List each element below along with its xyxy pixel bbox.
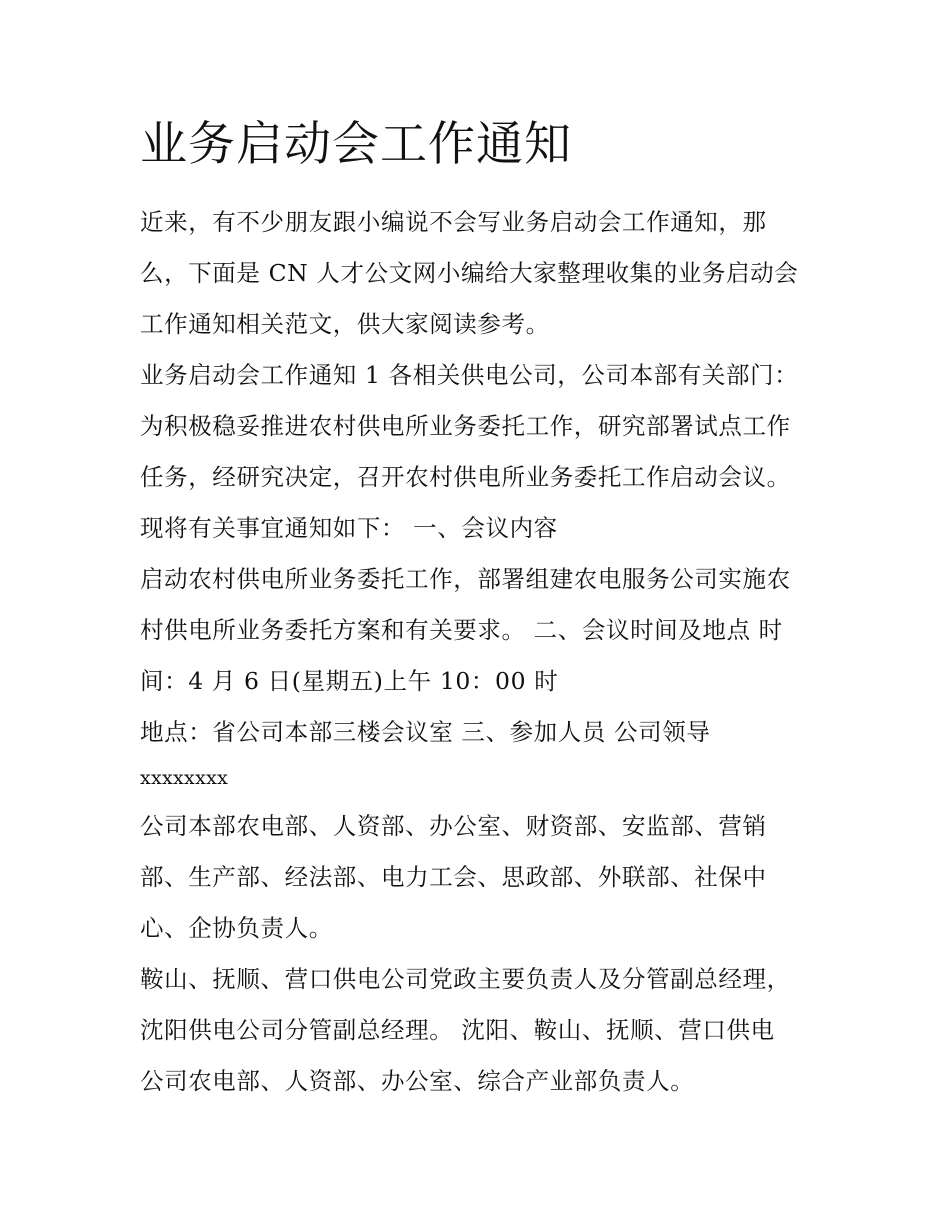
body-line-2: 么，下面是 CN 人才公文网小编给大家整理收集的业务启动会 [140, 259, 799, 287]
body-line-5: 为积极稳妥推进农村供电所业务委托工作，研究部署试点工作 [140, 412, 791, 440]
body-line-10: 间：4 月 6 日(星期五)上午 10：00 时 [140, 667, 559, 695]
body-line-1: 近来，有不少朋友跟小编说不会写业务启动会工作通知，那 [140, 208, 767, 236]
body-line-6: 任务，经研究决定，召开农村供电所业务委托工作启动会议。 [140, 463, 791, 491]
body-line-13: 公司本部农电部、人资部、办公室、财资部、安监部、营销 [140, 812, 767, 840]
document-title: 业务启动会工作通知 [140, 117, 572, 172]
body-line-14: 部、生产部、经法部、电力工会、思政部、外联部、社保中 [140, 863, 767, 891]
body-line-9: 村供电所业务委托方案和有关要求。 二、会议时间及地点 时 [140, 616, 783, 644]
body-line-17: 沈阳供电公司分管副总经理。 沈阳、鞍山、抚顺、营口供电 [140, 1016, 775, 1044]
body-line-4: 业务启动会工作通知 1 各相关供电公司，公司本部有关部门： [140, 361, 799, 389]
body-line-16: 鞍山、抚顺、营口供电公司党政主要负责人及分管副总经理， [140, 965, 791, 993]
body-line-12: xxxxxxxx [140, 767, 229, 789]
body-line-15: 心、企协负责人。 [140, 914, 333, 942]
body-line-3: 工作通知相关范文，供大家阅读参考。 [140, 310, 550, 338]
body-line-11: 地点：省公司本部三楼会议室 三、参加人员 公司领导 [140, 718, 711, 746]
body-line-18: 公司农电部、人资部、办公室、综合产业部负责人。 [140, 1067, 695, 1095]
body-line-8: 启动农村供电所业务委托工作，部署组建农电服务公司实施农 [140, 565, 791, 593]
body-line-7: 现将有关事宜通知如下： 一、会议内容 [140, 514, 558, 542]
